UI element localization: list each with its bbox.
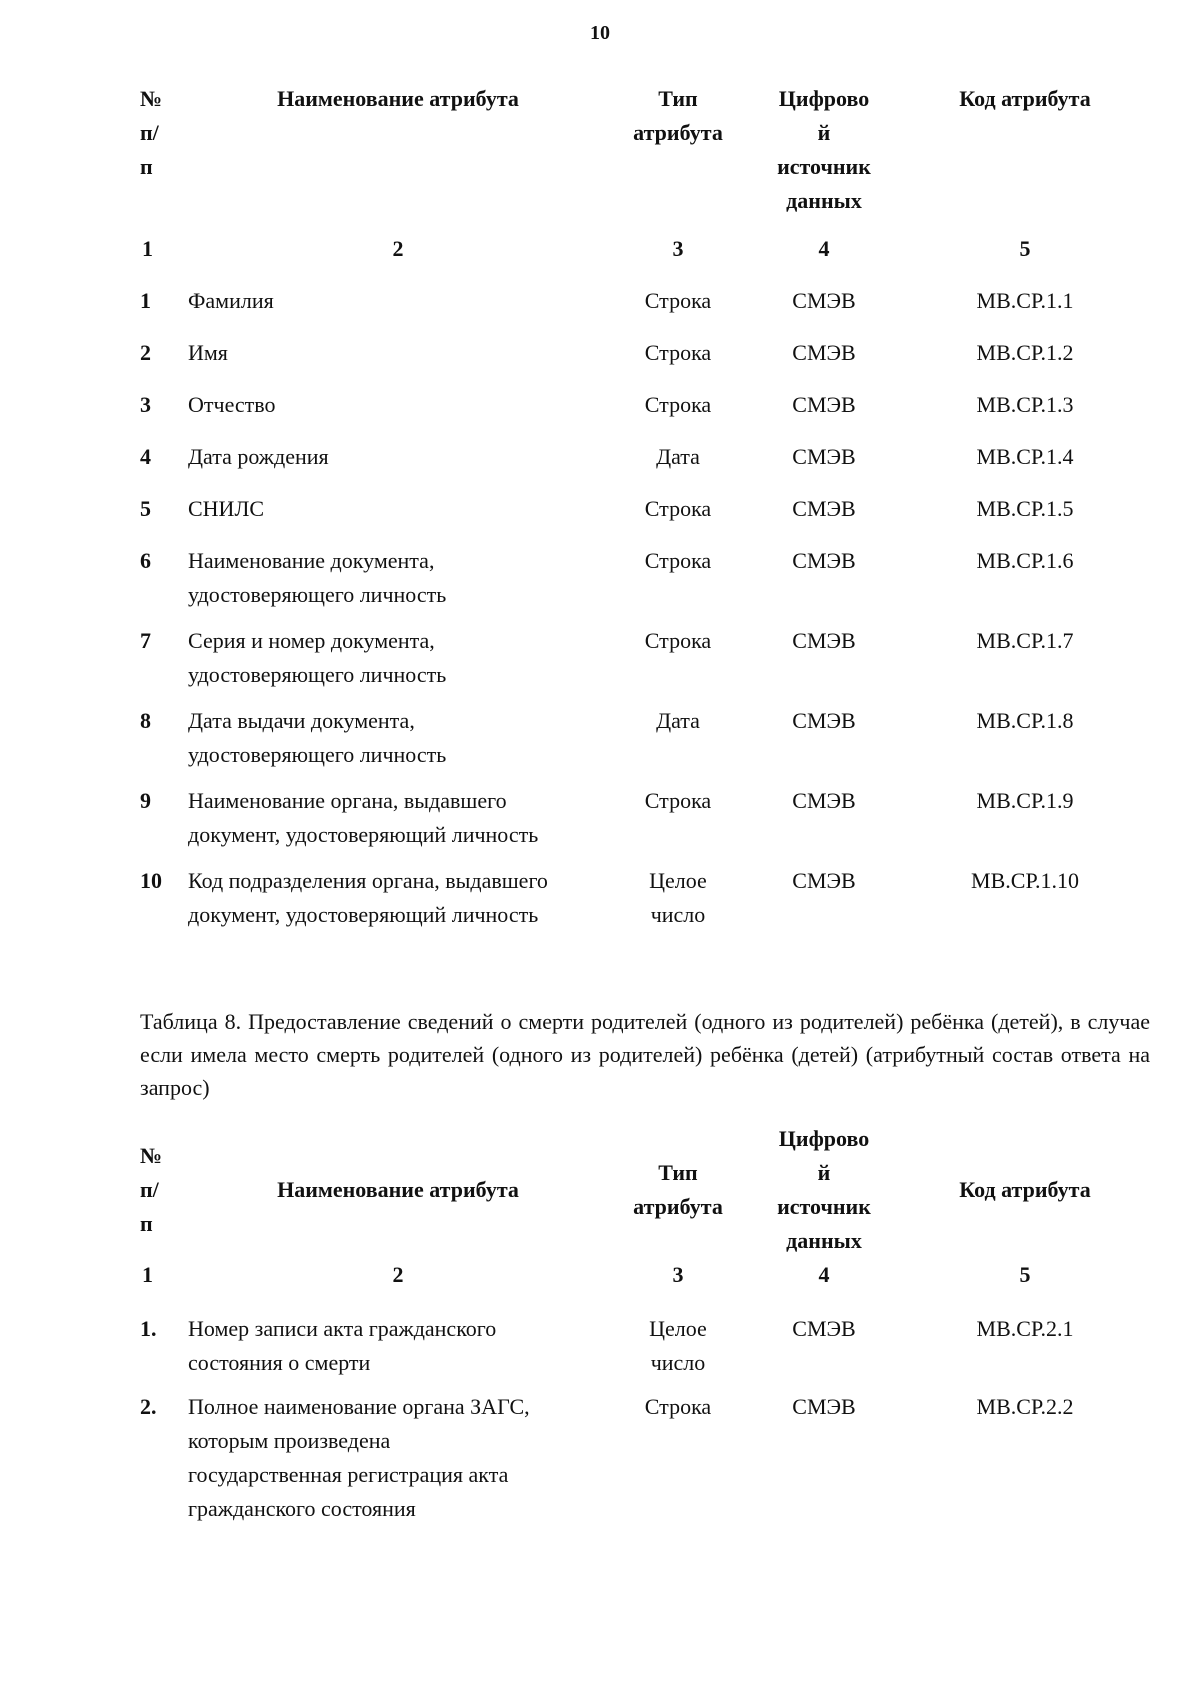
row-type: Дата bbox=[656, 444, 700, 469]
row-type: Строка bbox=[644, 392, 712, 417]
table-row bbox=[140, 440, 1150, 492]
row-name: Наименование органа, выдавшего документ, удостоверяющий личность bbox=[188, 788, 539, 847]
row-type: Целое число bbox=[649, 1316, 707, 1375]
header-type: Тип атрибута bbox=[633, 86, 723, 145]
row-num: 1. bbox=[140, 1316, 157, 1341]
col-number: 3 bbox=[672, 236, 684, 261]
row-num: 5 bbox=[140, 496, 151, 521]
table-header-row bbox=[140, 1122, 1150, 1258]
row-code: МВ.СР.1.2 bbox=[976, 340, 1074, 365]
row-num: 2. bbox=[140, 1394, 157, 1419]
header-num: № п/ п bbox=[140, 1143, 163, 1236]
table-row bbox=[140, 704, 1150, 784]
row-type: Строка bbox=[644, 628, 712, 653]
header-code: Код атрибута bbox=[959, 1177, 1091, 1202]
table-row bbox=[140, 284, 1150, 336]
row-code: МВ.СР.1.7 bbox=[976, 628, 1074, 653]
row-name: Отчество bbox=[188, 392, 276, 417]
row-source: СМЭВ bbox=[792, 444, 856, 469]
header-name: Наименование атрибута bbox=[277, 86, 519, 111]
table-row bbox=[140, 1312, 1150, 1390]
row-num: 10 bbox=[140, 868, 162, 893]
header-code: Код атрибута bbox=[959, 86, 1091, 111]
col-number: 1 bbox=[142, 236, 153, 261]
table-row bbox=[140, 544, 1150, 624]
table-row bbox=[140, 624, 1150, 704]
table-row bbox=[140, 492, 1150, 544]
row-code: МВ.СР.1.8 bbox=[976, 708, 1074, 733]
row-type: Строка bbox=[644, 288, 712, 313]
row-num: 1 bbox=[140, 288, 151, 313]
page-number: 10 bbox=[590, 22, 610, 44]
row-name: Код подразделения органа, выдавшего документ, удостоверяющий личность bbox=[188, 868, 548, 927]
column-numbers-row bbox=[140, 232, 1150, 284]
row-num: 4 bbox=[140, 444, 151, 469]
row-source: СМЭВ bbox=[792, 496, 856, 521]
row-type: Целое число bbox=[649, 868, 707, 927]
header-num: № п/ п bbox=[140, 86, 163, 179]
row-type: Строка bbox=[644, 548, 712, 573]
row-num: 2 bbox=[140, 340, 151, 365]
header-source: Цифрово й источник данных bbox=[777, 86, 871, 213]
col-number: 2 bbox=[392, 1262, 404, 1287]
row-name: Серия и номер документа, удостоверяющего личность bbox=[188, 628, 447, 687]
row-num: 8 bbox=[140, 708, 151, 733]
attributes-table-1 bbox=[140, 82, 1150, 944]
row-code: МВ.СР.1.4 bbox=[976, 444, 1074, 469]
column-numbers-row bbox=[140, 1258, 1150, 1312]
row-source: СМЭВ bbox=[792, 1316, 856, 1341]
header-source: Цифрово й источник данных bbox=[777, 1126, 871, 1253]
row-code: МВ.СР.1.6 bbox=[976, 548, 1074, 573]
row-name: Дата рождения bbox=[188, 444, 329, 469]
row-type: Дата bbox=[656, 708, 700, 733]
row-name: Наименование документа, удостоверяющего личность bbox=[188, 548, 447, 607]
row-source: СМЭВ bbox=[792, 288, 856, 313]
header-name: Наименование атрибута bbox=[277, 1177, 519, 1202]
row-code: МВ.СР.1.1 bbox=[976, 288, 1074, 313]
row-name: Полное наименование органа ЗАГС, которым произведена государственная регистрация акта гражданского состояния bbox=[188, 1394, 530, 1521]
row-code: МВ.СР.1.9 bbox=[976, 788, 1074, 813]
table-row bbox=[140, 1390, 1150, 1530]
table-row bbox=[140, 388, 1150, 440]
col-number: 3 bbox=[672, 1262, 684, 1287]
table-row bbox=[140, 336, 1150, 388]
row-name: Фамилия bbox=[188, 288, 274, 313]
row-code: МВ.СР.2.1 bbox=[976, 1316, 1074, 1341]
row-name: Имя bbox=[188, 340, 228, 365]
col-number: 5 bbox=[1019, 236, 1031, 261]
header-type: Тип атрибута bbox=[633, 1160, 723, 1219]
col-number: 2 bbox=[392, 236, 404, 261]
row-num: 3 bbox=[140, 392, 151, 417]
row-type: Строка bbox=[644, 340, 712, 365]
row-source: СМЭВ bbox=[792, 868, 856, 893]
col-number: 1 bbox=[142, 1262, 153, 1287]
col-number: 5 bbox=[1019, 1262, 1031, 1287]
row-source: СМЭВ bbox=[792, 788, 856, 813]
row-num: 6 bbox=[140, 548, 151, 573]
table-row bbox=[140, 784, 1150, 864]
row-source: СМЭВ bbox=[792, 392, 856, 417]
row-code: МВ.СР.2.2 bbox=[976, 1394, 1074, 1419]
row-source: СМЭВ bbox=[792, 628, 856, 653]
row-type: Строка bbox=[644, 788, 712, 813]
row-name: Номер записи акта гражданского состояния о смерти bbox=[188, 1316, 497, 1375]
row-source: СМЭВ bbox=[792, 548, 856, 573]
row-source: СМЭВ bbox=[792, 708, 856, 733]
row-code: МВ.СР.1.5 bbox=[976, 496, 1074, 521]
row-name: СНИЛС bbox=[188, 496, 265, 521]
table-caption: Таблица 8. Предоставление сведений о смерти родителей (одного из родителей) ребёнка (детей), в случае если имела место смерть родителей (одного из родителей) ребёнка (детей) (атрибутный состав ответа на запрос) bbox=[140, 1009, 1150, 1100]
table-header-row bbox=[140, 82, 1150, 232]
col-number: 4 bbox=[818, 236, 830, 261]
row-type: Строка bbox=[644, 496, 712, 521]
row-num: 9 bbox=[140, 788, 151, 813]
table-row bbox=[140, 864, 1150, 944]
row-code: МВ.СР.1.3 bbox=[976, 392, 1074, 417]
row-source: СМЭВ bbox=[792, 340, 856, 365]
attributes-table-2 bbox=[140, 1122, 1150, 1530]
row-type: Строка bbox=[644, 1394, 712, 1419]
row-code: МВ.СР.1.10 bbox=[971, 868, 1079, 893]
row-name: Дата выдачи документа, удостоверяющего личность bbox=[188, 708, 447, 767]
row-num: 7 bbox=[140, 628, 151, 653]
row-source: СМЭВ bbox=[792, 1394, 856, 1419]
col-number: 4 bbox=[818, 1262, 830, 1287]
